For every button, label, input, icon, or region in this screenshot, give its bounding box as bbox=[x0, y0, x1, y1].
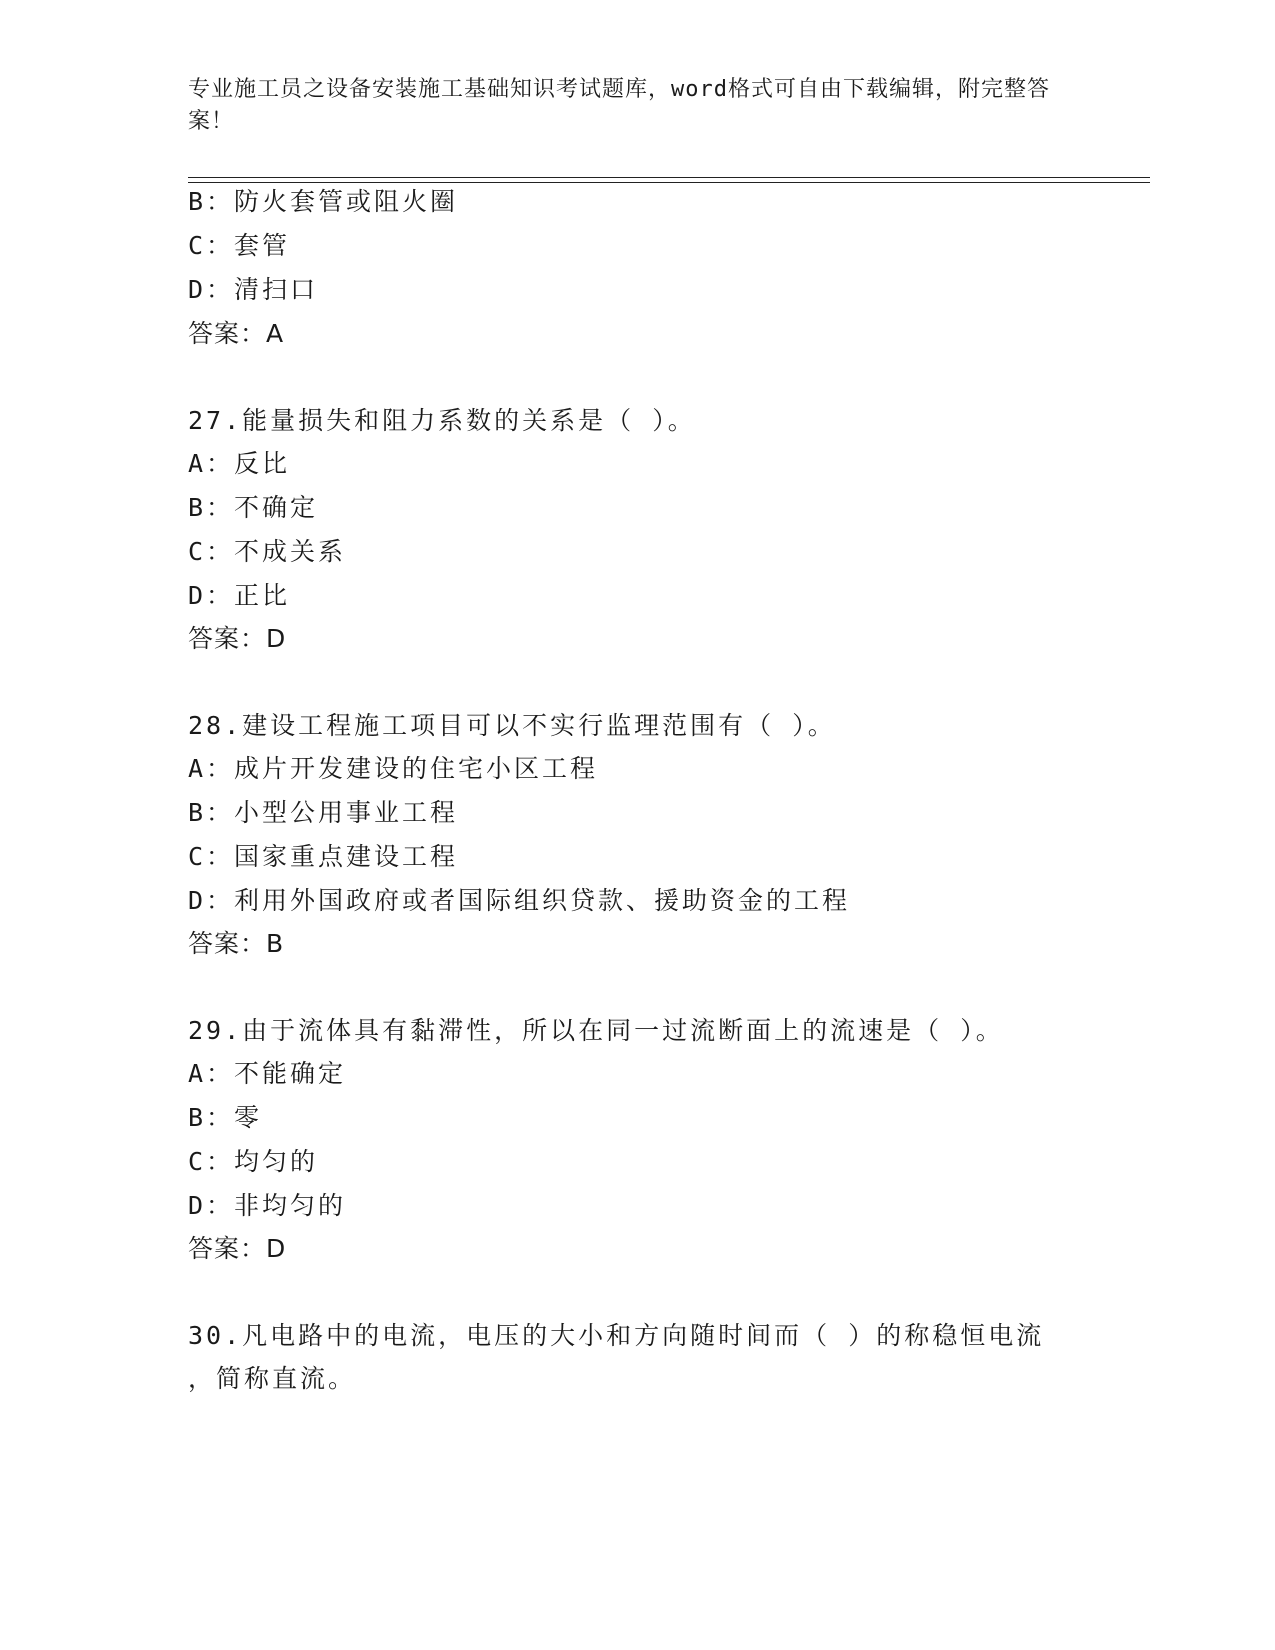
option-a: A：不能确定 bbox=[188, 1059, 347, 1088]
document-header: 专业施工员之设备安装施工基础知识考试题库，word格式可自由下载编辑，附完整答案！ bbox=[188, 77, 1050, 134]
answer: 答案：B bbox=[188, 929, 285, 958]
header-rule-top bbox=[188, 177, 1150, 178]
option-c: C：套管 bbox=[188, 231, 291, 260]
question-stem: 27.能量损失和阻力系数的关系是（ ）。 bbox=[188, 406, 696, 435]
answer: 答案：D bbox=[188, 624, 287, 653]
option-a: A：成片开发建设的住宅小区工程 bbox=[188, 754, 599, 783]
option-d: D：利用外国政府或者国际组织贷款、援助资金的工程 bbox=[188, 886, 851, 915]
answer: 答案：A bbox=[188, 319, 285, 348]
option-b: B：小型公用事业工程 bbox=[188, 798, 459, 827]
header-rule-bottom bbox=[188, 182, 1150, 183]
option-b: B：防火套管或阻火圈 bbox=[188, 187, 459, 216]
option-a: A：反比 bbox=[188, 449, 291, 478]
answer: 答案：D bbox=[188, 1234, 287, 1263]
question-stem-continued: ，简称直流。 bbox=[188, 1364, 357, 1393]
option-c: C：国家重点建设工程 bbox=[188, 842, 459, 871]
option-d: D：清扫口 bbox=[188, 275, 319, 304]
option-b: B：不确定 bbox=[188, 493, 319, 522]
question-stem: 30.凡电路中的电流，电压的大小和方向随时间而（ ）的称稳恒电流 bbox=[188, 1321, 1045, 1350]
option-c: C：不成关系 bbox=[188, 537, 347, 566]
option-c: C：均匀的 bbox=[188, 1147, 319, 1176]
option-b: B：零 bbox=[188, 1103, 263, 1132]
option-d: D：正比 bbox=[188, 581, 291, 610]
option-d: D：非均匀的 bbox=[188, 1191, 347, 1220]
question-stem: 28.建设工程施工项目可以不实行监理范围有（ ）。 bbox=[188, 711, 836, 740]
question-stem: 29.由于流体具有黏滞性，所以在同一过流断面上的流速是（ ）。 bbox=[188, 1016, 1004, 1045]
